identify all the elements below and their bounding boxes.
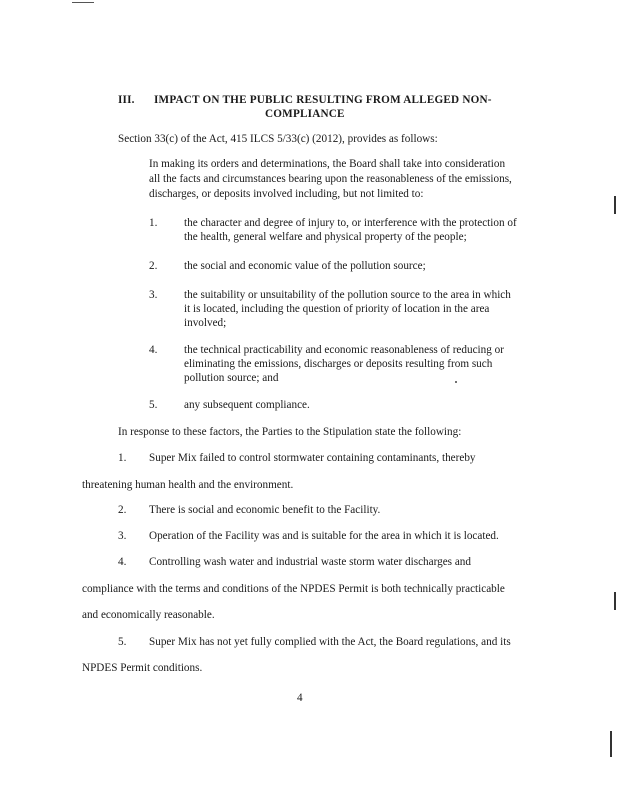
response-line: Super Mix has not yet fully complied with the Act, the Board regulations, and its <box>149 636 511 648</box>
quote-item-line: eliminating the emissions, discharges or deposits resulting from such <box>184 358 493 370</box>
response-number: 1. <box>118 452 127 464</box>
response-line: Operation of the Facility was and is suitable for the area in which it is located. <box>149 530 499 542</box>
response-line: compliance with the terms and conditions of the NPDES Permit is both technically practicable <box>82 583 505 595</box>
quote-item-line: the technical practicability and economic reasonableness of reducing or <box>184 344 504 356</box>
quote-item-line: involved; <box>184 317 227 329</box>
scan-margin-line <box>610 731 612 757</box>
response-number: 5. <box>118 636 127 648</box>
intro-paragraph: Section 33(c) of the Act, 415 ILCS 5/33(c) (2012), provides as follows: <box>118 133 438 145</box>
response-line: Controlling wash water and industrial waste storm water discharges and <box>149 556 471 568</box>
section-title-line1: IMPACT ON THE PUBLIC RESULTING FROM ALLEGED NON- <box>154 94 492 106</box>
quote-item-line: the character and degree of injury to, or interference with the protection of <box>184 217 517 229</box>
quote-item-line: it is located, including the question of priority of location in the area <box>184 303 490 315</box>
response-number: 4. <box>118 556 127 568</box>
response-intro: In response to these factors, the Parties to the Stipulation state the following: <box>118 426 462 438</box>
response-line: There is social and economic benefit to the Facility. <box>149 504 381 516</box>
scan-speck <box>455 381 457 383</box>
quote-line: In making its orders and determinations, the Board shall take into consideration <box>149 158 506 170</box>
response-line: Super Mix failed to control stormwater containing contaminants, thereby <box>149 452 476 464</box>
section-number: III. <box>118 94 135 106</box>
quote-item-number: 2. <box>149 260 158 272</box>
response-line: and economically reasonable. <box>82 609 215 621</box>
quote-line: all the facts and circumstances bearing upon the reasonableness of the emissions, <box>149 173 512 185</box>
quote-item-line: the suitability or unsuitability of the pollution source to the area in which <box>184 289 511 301</box>
scan-margin-line <box>614 196 616 214</box>
response-number: 2. <box>118 504 127 516</box>
quote-item-line: any subsequent compliance. <box>184 399 310 411</box>
scan-mark <box>72 2 94 3</box>
response-number: 3. <box>118 530 127 542</box>
section-title-line2: COMPLIANCE <box>265 108 345 120</box>
response-line: NPDES Permit conditions. <box>82 662 203 674</box>
page-number: 4 <box>297 692 303 704</box>
quote-item-line: pollution source; and <box>184 372 279 384</box>
quote-item-number: 1. <box>149 217 158 229</box>
quote-item-number: 3. <box>149 289 158 301</box>
quote-item-line: the social and economic value of the pollution source; <box>184 260 426 272</box>
quote-line: discharges, or deposits involved including, but not limited to: <box>149 188 424 200</box>
quote-item-line: the health, general welfare and physical property of the people; <box>184 231 467 243</box>
scan-margin-line <box>614 592 616 610</box>
quote-item-number: 5. <box>149 399 158 411</box>
response-line: threatening human health and the environment. <box>82 479 294 491</box>
quote-item-number: 4. <box>149 344 158 356</box>
